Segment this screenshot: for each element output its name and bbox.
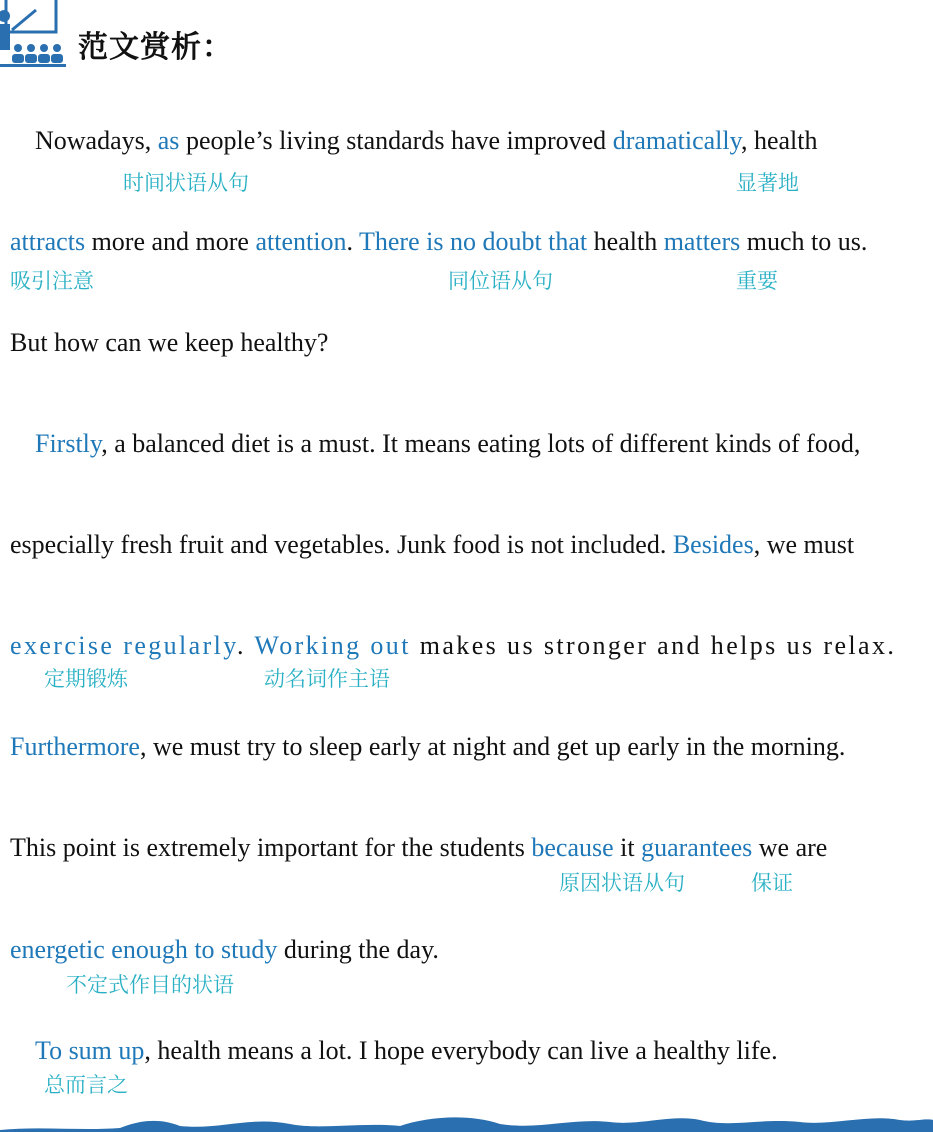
annotation: 保证 <box>751 871 793 895</box>
line-text: health <box>587 227 664 256</box>
line-text: it <box>613 833 642 862</box>
teacher-presentation-icon <box>0 0 70 70</box>
highlighted-phrase: exercise regularly <box>10 631 238 660</box>
line-text: , we must try to sleep early at night and get up early in the morning. <box>139 732 846 761</box>
highlighted-phrase: guarantees <box>641 833 753 862</box>
annotation: 动名词作主语 <box>264 667 390 691</box>
annotation: 原因状语从句 <box>559 871 685 895</box>
highlighted-phrase: energetic enough to study <box>10 935 278 964</box>
highlighted-phrase: Firstly <box>35 429 102 458</box>
annotation: 定期锻炼 <box>44 667 128 691</box>
highlighted-phrase: Besides <box>672 530 754 559</box>
line-text: , health means a lot. I hope everybody can live a healthy life. <box>144 1036 778 1065</box>
annotation: 时间状语从句 <box>123 171 249 195</box>
essay-line-9 <box>10 935 439 965</box>
highlighted-phrase: dramatically <box>612 126 741 155</box>
page-title: 范文赏析： <box>78 30 233 65</box>
essay-line-6 <box>10 631 896 661</box>
highlighted-phrase: To sum up <box>35 1036 145 1065</box>
highlighted-phrase: attention <box>255 227 347 256</box>
highlighted-phrase: Working out <box>254 631 411 660</box>
essay-line-3 <box>10 328 328 358</box>
essay-line-2 <box>10 227 867 257</box>
line-text: we are <box>752 833 828 862</box>
highlighted-phrase: There is no doubt that <box>358 227 588 256</box>
annotation: 总而言之 <box>44 1073 128 1097</box>
highlighted-phrase: because <box>531 833 614 862</box>
highlighted-phrase: matters <box>663 227 741 256</box>
line-text: , health <box>740 126 818 155</box>
mountain-border-decoration <box>0 1112 933 1132</box>
line-text: makes us stronger and helps us relax. <box>410 631 897 660</box>
line-text: , we must <box>753 530 855 559</box>
line-text: especially fresh fruit and vegetables. Junk food is not included. <box>10 530 673 559</box>
highlighted-phrase: Furthermore <box>10 732 140 761</box>
line-text: much to us. <box>740 227 868 256</box>
annotation: 同位语从句 <box>448 269 553 293</box>
line-text: But how can we keep healthy? <box>10 328 329 357</box>
annotation: 重要 <box>736 269 778 293</box>
highlighted-phrase: as <box>157 126 180 155</box>
essay-line-1 <box>35 126 817 156</box>
essay-line-4 <box>35 429 860 459</box>
essay-line-5 <box>10 530 854 560</box>
line-text: more and more <box>85 227 256 256</box>
essay-line-7 <box>10 732 845 762</box>
essay-line-8 <box>10 833 827 863</box>
annotation: 显著地 <box>736 171 799 195</box>
annotation: 不定式作目的状语 <box>66 973 234 997</box>
highlighted-phrase: attracts <box>10 227 86 256</box>
line-text: people’s living standards have improved <box>179 126 613 155</box>
line-text: during the day. <box>277 935 439 964</box>
line-text: . <box>237 631 255 660</box>
line-text: Nowadays, <box>35 126 158 155</box>
line-text: , a balanced diet is a must. It means eating lots of different kinds of food, <box>101 429 861 458</box>
line-text: This point is extremely important for the students <box>10 833 532 862</box>
annotation: 吸引注意 <box>10 269 94 293</box>
line-text: . <box>346 227 359 256</box>
essay-line-10 <box>35 1036 778 1066</box>
